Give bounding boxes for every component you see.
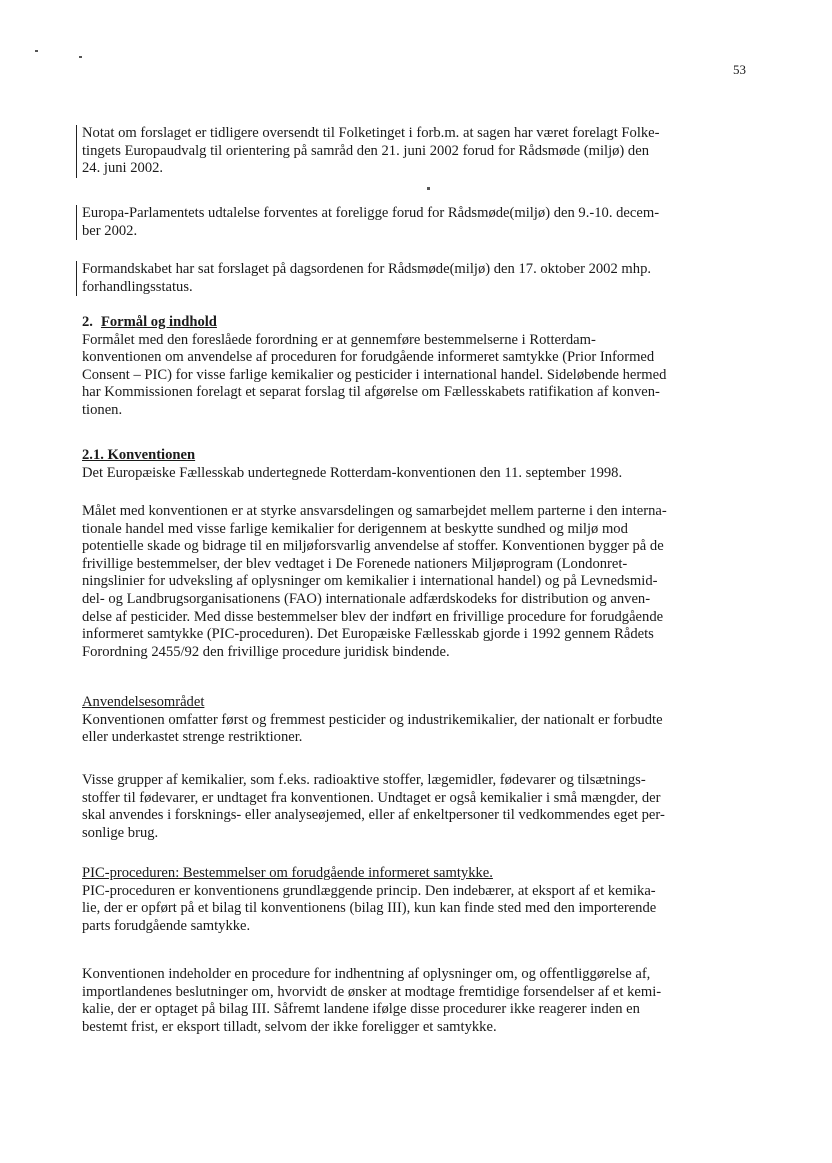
convention-aim-paragraph <box>82 503 746 661</box>
text-line: sonlige brug. <box>82 824 159 841</box>
text-line: ningslinier for udveksling af oplysninger om kemikalier i international handel) og på Levnedsmid- <box>82 573 658 590</box>
text-line: tingets Europaudvalg til orientering på samråd den 21. juni 2002 forud for Rådsmøde (miljø) den <box>82 142 650 159</box>
section-purpose-content <box>82 314 746 420</box>
text-line: Visse grupper af kemikalier, som f.eks. radioaktive stoffer, lægemidler, fødevarer og tilsætnings- <box>82 772 646 788</box>
text-line: Det Europæiske Fællesskab undertegnede Rotterdam-konventionen den 11. september 1998. <box>82 464 623 481</box>
text-line: eller underkastet strenge restriktioner. <box>82 729 303 746</box>
text-line: frivillige bestemmelser, der blev vedtaget i De Forenede nationers Miljøprogram (Londonret- <box>82 555 628 572</box>
text-line: ber 2002. <box>82 222 138 239</box>
text-line: Formålet med den foreslåede forordning er at gennemføre bestemmelserne i Rotterdam- <box>82 331 596 348</box>
text-line: konventionen om anvendelse af proceduren for forudgående informeret samtykke (Prior Informed <box>82 349 655 366</box>
section-heading: 2.1. Konventionen <box>82 447 196 463</box>
section-convention <box>82 447 746 482</box>
text-line: Europa-Parlamentets udtalelse forventes at foreligge forud for Rådsmøde(miljø) den 9.-10. decem- <box>82 205 660 221</box>
note-presidency-agenda <box>82 261 746 296</box>
section-number: 2. <box>82 314 93 330</box>
text-line: importlandenes beslutninger om, hvorvidt de ønsker at modtage fremtidige forsendelser af et kemi- <box>82 983 662 1000</box>
text-line: tionen. <box>82 401 123 418</box>
text-line: del- og Landbrugsorganisationens (FAO) internationale adfærdskodeks for distribution og anven- <box>82 590 651 607</box>
text-line: informeret samtykke (PIC-proceduren). Det Europæiske Fællesskab gjorde i 1992 gennem Rådets <box>82 626 654 643</box>
text-line: delse af pesticider. Med disse bestemmelser blev der indført en frivillige procedure for forudgående <box>82 608 664 625</box>
scan-speck <box>79 56 82 58</box>
text-line: parts forudgående samtykke. <box>82 917 251 934</box>
text-line: stoffer til fødevarer, er undtaget fra konventionen. Undtaget er også kemikalier i små mængder, der <box>82 789 661 806</box>
text-line: PIC-proceduren er konventionens grundlæggende princip. Den indebærer, at eksport af et kemika- <box>82 882 656 899</box>
section-heading <box>82 314 746 332</box>
note-forwarded-to-parliament <box>82 125 746 178</box>
section-title: Formål og indhold <box>100 314 217 330</box>
section-pic-procedure <box>82 865 746 935</box>
page-number: 53 <box>733 62 746 77</box>
section-scope <box>82 694 746 747</box>
text-line: Målet med konventionen er at styrke ansvarsdelingen og samarbejdet mellem parterne i den interna- <box>82 503 667 519</box>
text-line: Konventionen indeholder en procedure for indhentning af oplysninger om, og offentliggørelse af, <box>82 966 651 982</box>
text-line: lie, der er opført på et bilag til konventionens (bilag III), kun kan finde sted med den importerende <box>82 900 657 917</box>
text-line: Forordning 2455/92 den frivillige procedure juridisk bindende. <box>82 643 450 660</box>
scan-speck <box>35 50 38 52</box>
text-line: tionale handel med visse farlige kemikalier for derigennem at beskytte sundhed og miljø mod <box>82 520 628 537</box>
text-line: 24. juni 2002. <box>82 160 164 177</box>
text-line: Konventionen omfatter først og fremmest pesticider og industrikemikalier, der nationalt er forbudte <box>82 711 663 728</box>
subsection-heading: Anvendelsesområdet <box>82 694 205 710</box>
text-line: potentielle skade og bidrage til en miljøforsvarlig anvendelse af stoffer. Konventionen bygger på de <box>82 538 664 555</box>
text-line: Notat om forslaget er tidligere oversendt til Folketinget i forb.m. at sagen har været forelagt Folke- <box>82 125 660 141</box>
text-line: skal anvendes i forsknings- eller analyseøjemed, eller af enkeltpersoner til vedkommendes eget per- <box>82 807 665 824</box>
scan-speck <box>427 187 430 190</box>
text-line: kalie, der er optaget på bilag III. Såfremt landene ifølge disse procedurer ikke reagerer inden en <box>82 1001 640 1018</box>
text-line: bestemt frist, er eksport tilladt, selvom der ikke foreligger et samtykke. <box>82 1018 497 1035</box>
text-line: forhandlingsstatus. <box>82 278 193 295</box>
text-line: har Kommissionen forelagt et separat forslag til afgørelse om Fællesskabets ratifikation af konven- <box>82 384 660 401</box>
subsection-heading: PIC-proceduren: Bestemmelser om forudgående informeret samtykke. <box>82 865 493 881</box>
text-line: Consent – PIC) for visse farlige kemikalier og pesticider i international handel. Sideløbende hermed <box>82 366 667 383</box>
scope-exemptions-paragraph <box>82 772 746 842</box>
note-parliament-opinion <box>82 205 746 240</box>
pic-information-paragraph <box>82 966 746 1036</box>
text-line: Formandskabet har sat forslaget på dagsordenen for Rådsmøde(miljø) den 17. oktober 2002 mhp. <box>82 261 652 277</box>
